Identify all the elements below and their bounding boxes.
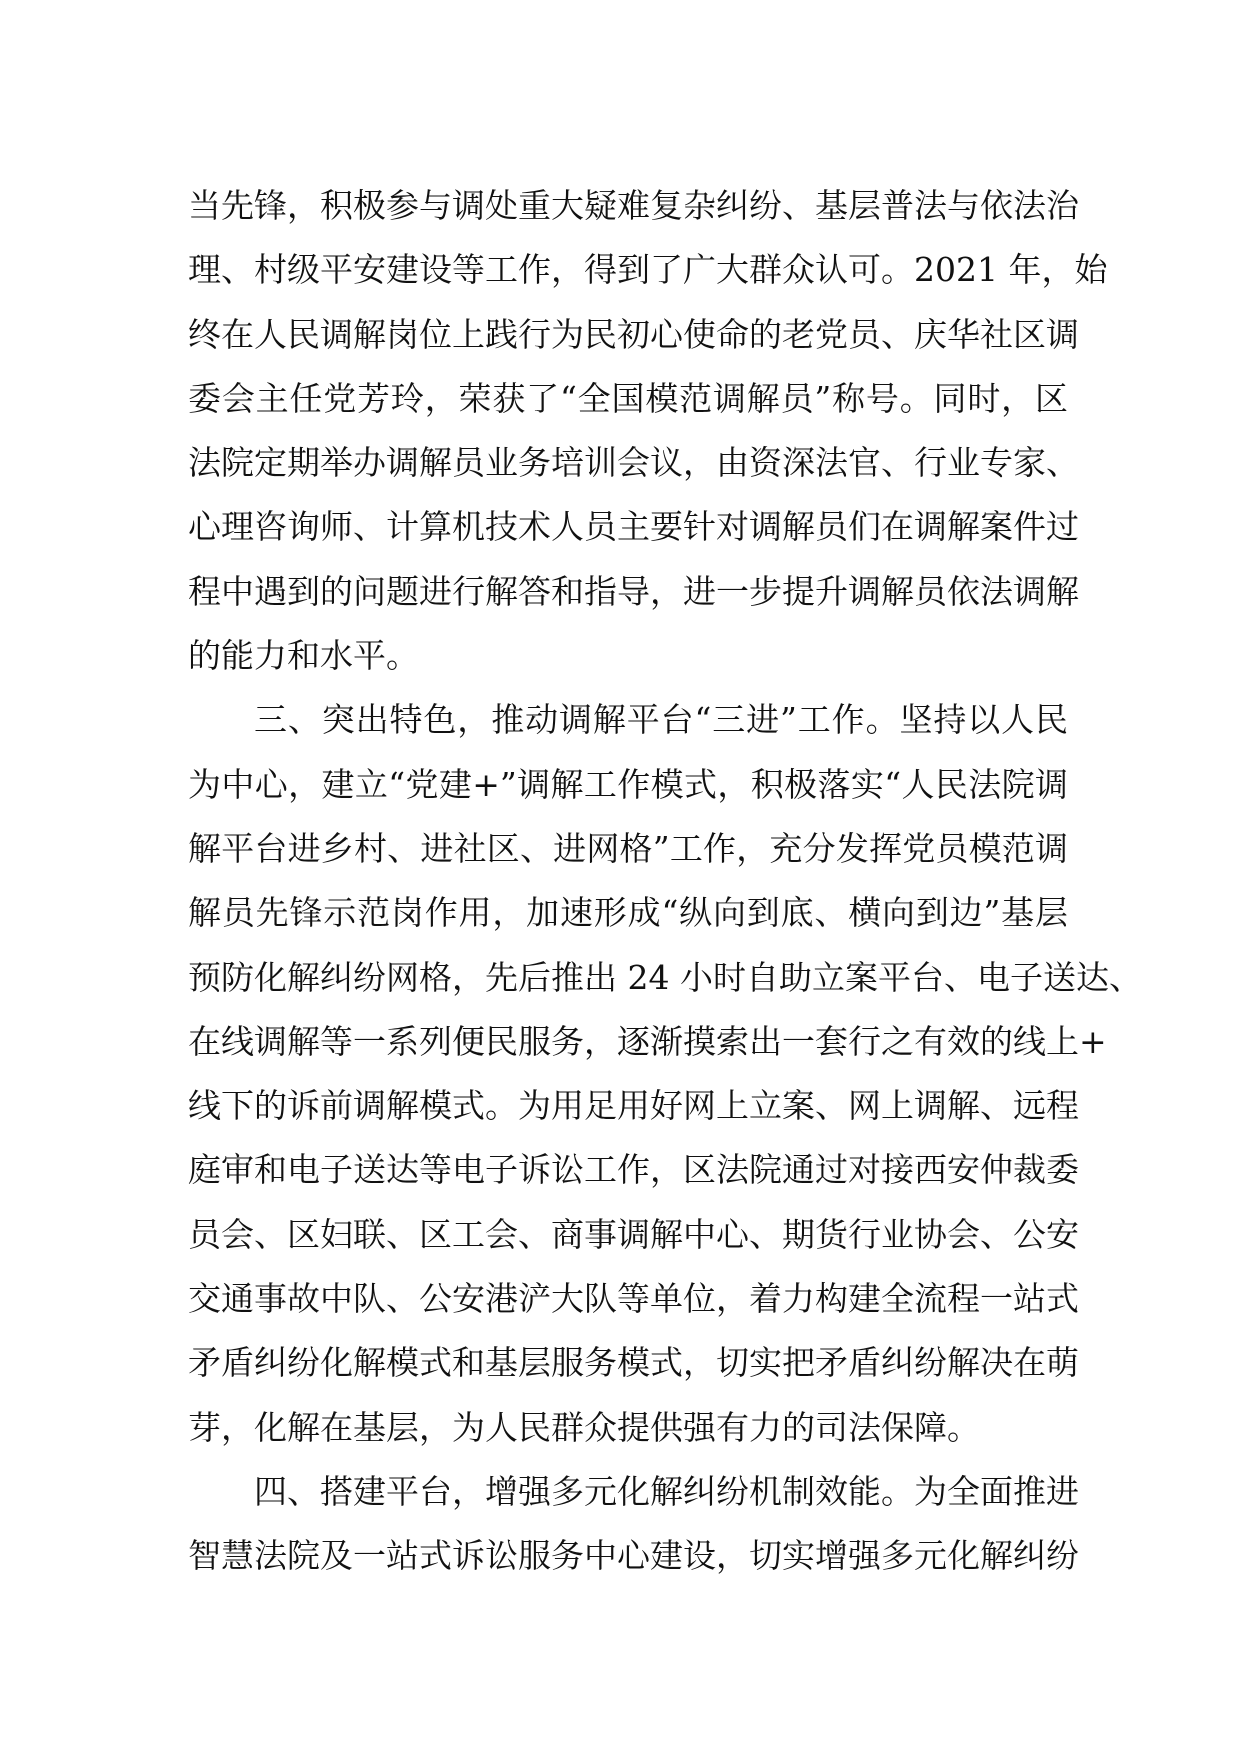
text-line: 芽，化解在基层，为人民群众提供强有力的司法保障。 xyxy=(188,1407,980,1447)
text-line: 员会、区妇联、区工会、商事调解中心、期货行业协会、公安 xyxy=(188,1214,1079,1254)
text-line: 心理咨询师、计算机技术人员主要针对调解员们在调解案件过 xyxy=(188,507,1079,547)
text-line: 线下的诉前调解模式。为用足用好网上立案、网上调解、远程 xyxy=(188,1086,1079,1126)
text-line: 解平台进乡村、进社区、进网格”工作，充分发挥党员模范调 xyxy=(188,828,1068,868)
text-line: 庭审和电子送达等电子诉讼工作，区法院通过对接西安仲裁委 xyxy=(188,1150,1079,1190)
text-line: 预防化解纠纷网格，先后推出 24 小时自助立案平台、电子送达、 xyxy=(188,957,1142,997)
text-line: 当先锋，积极参与调处重大疑难复杂纠纷、基层普法与依法治 xyxy=(188,186,1079,225)
text-line: 为中心，建立“党建+”调解工作模式，积极落实“人民法院调 xyxy=(188,764,1068,804)
text-line: 程中遇到的问题进行解答和指导，进一步提升调解员依法调解 xyxy=(188,571,1079,611)
text-line: 的能力和水平。 xyxy=(188,636,419,676)
text-line: 终在人民调解岗位上践行为民初心使命的老党员、庆华社区调 xyxy=(188,314,1079,354)
text-line: 理、村级平安建设等工作，得到了广大群众认可。2021 年，始 xyxy=(188,250,1108,290)
text-line: 委会主任党芳玲，荣获了“全国模范调解员”称号。同时，区 xyxy=(188,378,1068,418)
body-text xyxy=(188,174,1142,1589)
text-line: 交通事故中队、公安港浐大队等单位，着力构建全流程一站式 xyxy=(188,1279,1079,1319)
text-line: 矛盾纠纷化解模式和基层服务模式，切实把矛盾纠纷解决在萌 xyxy=(188,1343,1079,1383)
paragraph-heading-line: 三、突出特色，推动调解平台“三进”工作。坚持以人民 xyxy=(254,700,1068,740)
text-line: 智慧法院及一站式诉讼服务中心建设，切实增强多元化解纠纷 xyxy=(188,1536,1079,1576)
text-line: 在线调解等一系列便民服务，逐渐摸索出一套行之有效的线上+ xyxy=(188,1021,1107,1061)
text-line: 法院定期举办调解员业务培训会议，由资深法官、行业专家、 xyxy=(188,443,1079,483)
text-line: 解员先锋示范岗作用，加速形成“纵向到底、横向到边”基层 xyxy=(188,893,1068,933)
paragraph-heading-line: 四、搭建平台，增强多元化解纠纷机制效能。为全面推进 xyxy=(254,1471,1079,1511)
